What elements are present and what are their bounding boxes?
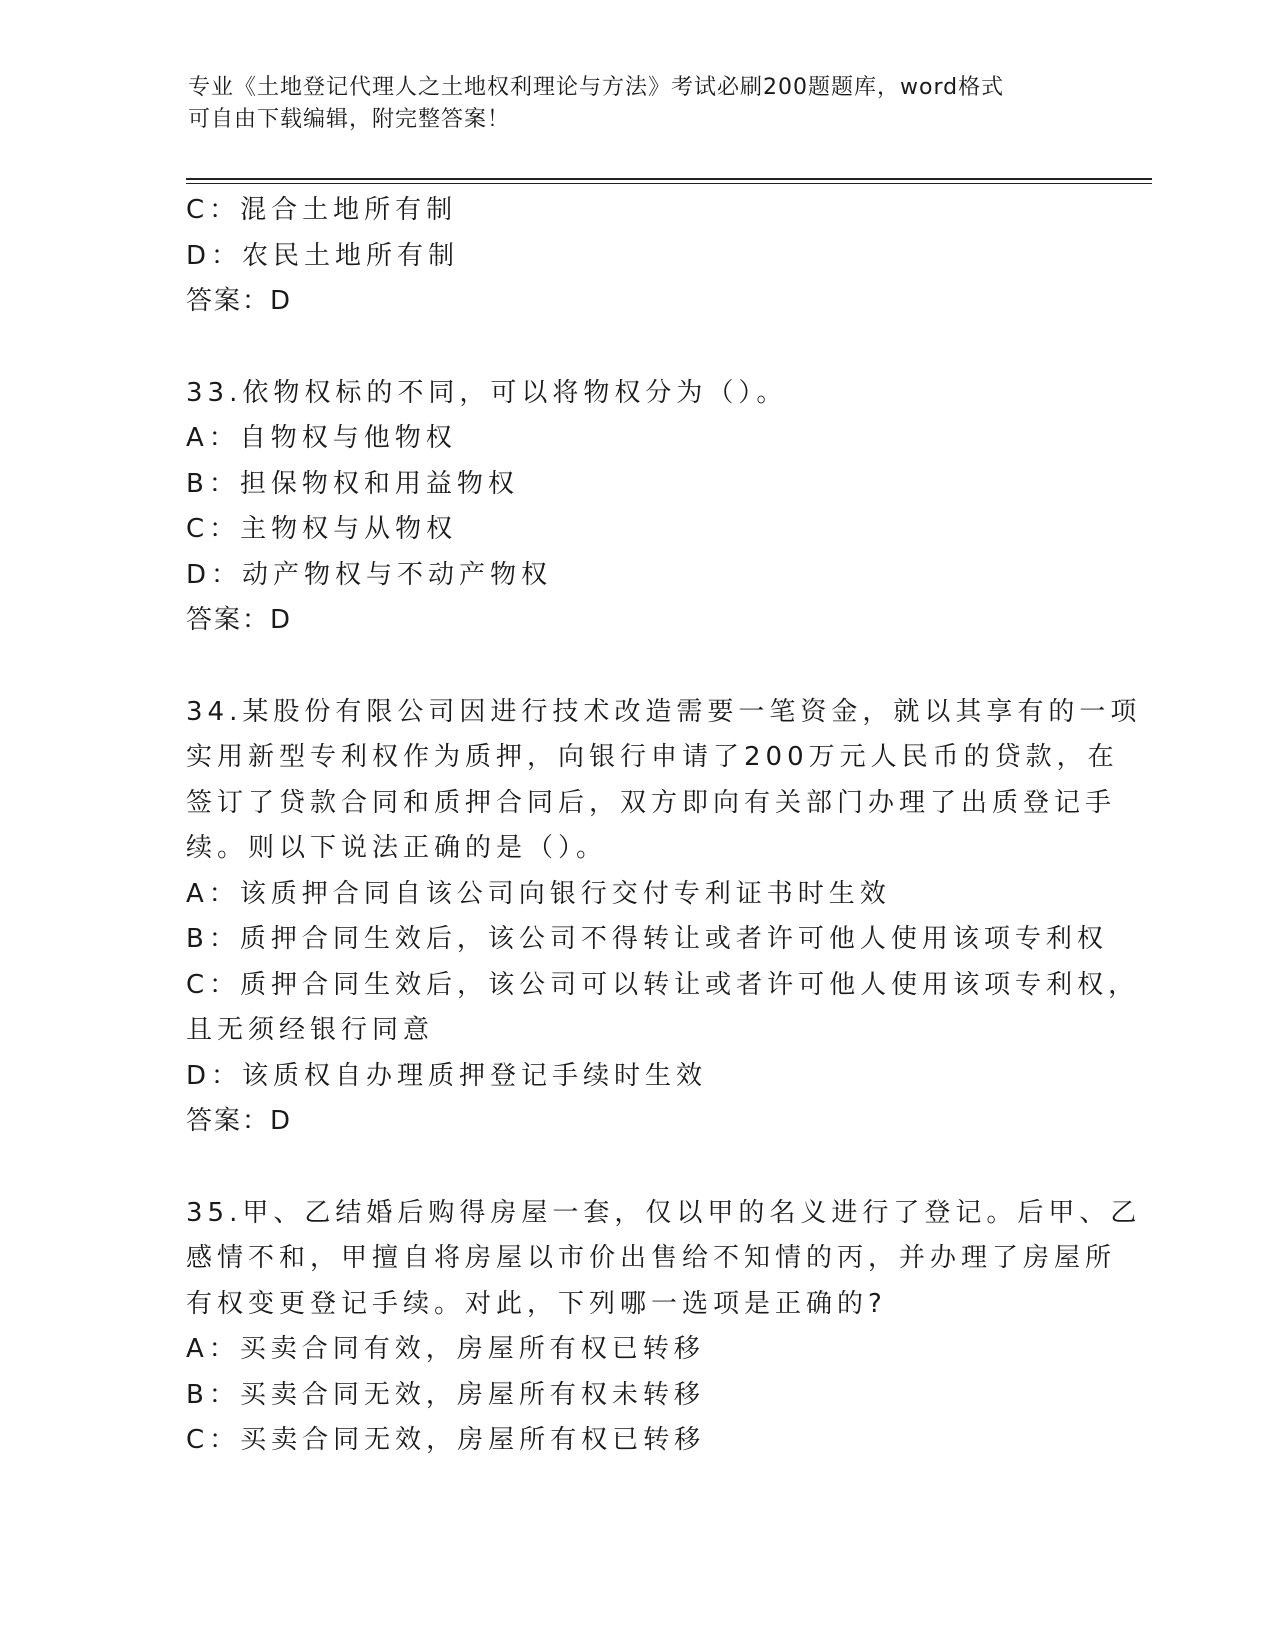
question-stem-line: 35.甲、乙结婚后购得房屋一套，仅以甲的名义进行了登记。后甲、乙: [186, 1197, 1142, 1228]
option-d: D：农民土地所有制: [186, 240, 460, 271]
header-line-1: 专业《土地登记代理人之土地权利理论与方法》考试必刷200题题库，word格式: [188, 75, 1005, 100]
spacer: [186, 644, 1086, 690]
option-d: D：该质权自办理质押登记手续时生效: [186, 1060, 708, 1091]
question-stem-line: 有权变更登记手续。对此，下列哪一选项是正确的?: [186, 1288, 887, 1319]
option-a: A：该质押合同自该公司向银行交付专利证书时生效: [186, 878, 891, 909]
header-divider-thick: [186, 178, 1152, 180]
question-stem-line: 感情不和，甲擅自将房屋以市价出售给不知情的丙，并办理了房屋所: [186, 1243, 1117, 1273]
option-d: D：动产物权与不动产物权: [186, 559, 553, 590]
answer-label: 答案：D: [186, 286, 293, 316]
option-c: C：买卖合同无效，房屋所有权已转移: [186, 1425, 706, 1455]
question-34: [186, 690, 1142, 1145]
question-33: [186, 371, 1086, 644]
question-stem-line: 实用新型专利权作为质押，向银行申请了200万元人民币的贷款，在: [186, 742, 1119, 772]
option-c: C：质押合同生效后，该公司可以转让或者许可他人使用该项专利权，: [186, 969, 1140, 1000]
question-32-continued: [186, 188, 1086, 325]
question-stem-line: 续。则以下说法正确的是（）。: [186, 833, 608, 863]
option-a: A：买卖合同有效，房屋所有权已转移: [186, 1334, 705, 1364]
option-b: B：质押合同生效后，该公司不得转让或者许可他人使用该项专利权: [186, 924, 1108, 954]
question-stem: 33.依物权标的不同，可以将物权分为（）。: [186, 377, 788, 408]
question-stem-line: 34.某股份有限公司因进行技术改造需要一笔资金，就以其享有的一项: [186, 696, 1142, 727]
answer-label: 答案：D: [186, 605, 293, 635]
option-c: C：混合土地所有制: [186, 195, 458, 225]
spacer: [186, 1145, 1086, 1191]
option-a: A：自物权与他物权: [186, 423, 457, 453]
question-list: [186, 188, 1142, 1464]
document-header: [188, 72, 1088, 136]
header-divider-thin: [186, 183, 1152, 184]
answer-label: 答案：D: [186, 1106, 293, 1136]
option-b: B：担保物权和用益物权: [186, 468, 519, 499]
option-b: B：买卖合同无效，房屋所有权未转移: [186, 1379, 705, 1410]
option-c-continued: 且无须经银行同意: [186, 1015, 435, 1045]
question-stem-line: 签订了贷款合同和质押合同后，双方即向有关部门办理了出质登记手: [186, 787, 1117, 818]
question-35: [186, 1191, 1142, 1464]
spacer: [186, 325, 1086, 371]
header-line-2: 可自由下载编辑，附完整答案！: [188, 107, 511, 132]
option-c: C：主物权与从物权: [186, 514, 458, 544]
